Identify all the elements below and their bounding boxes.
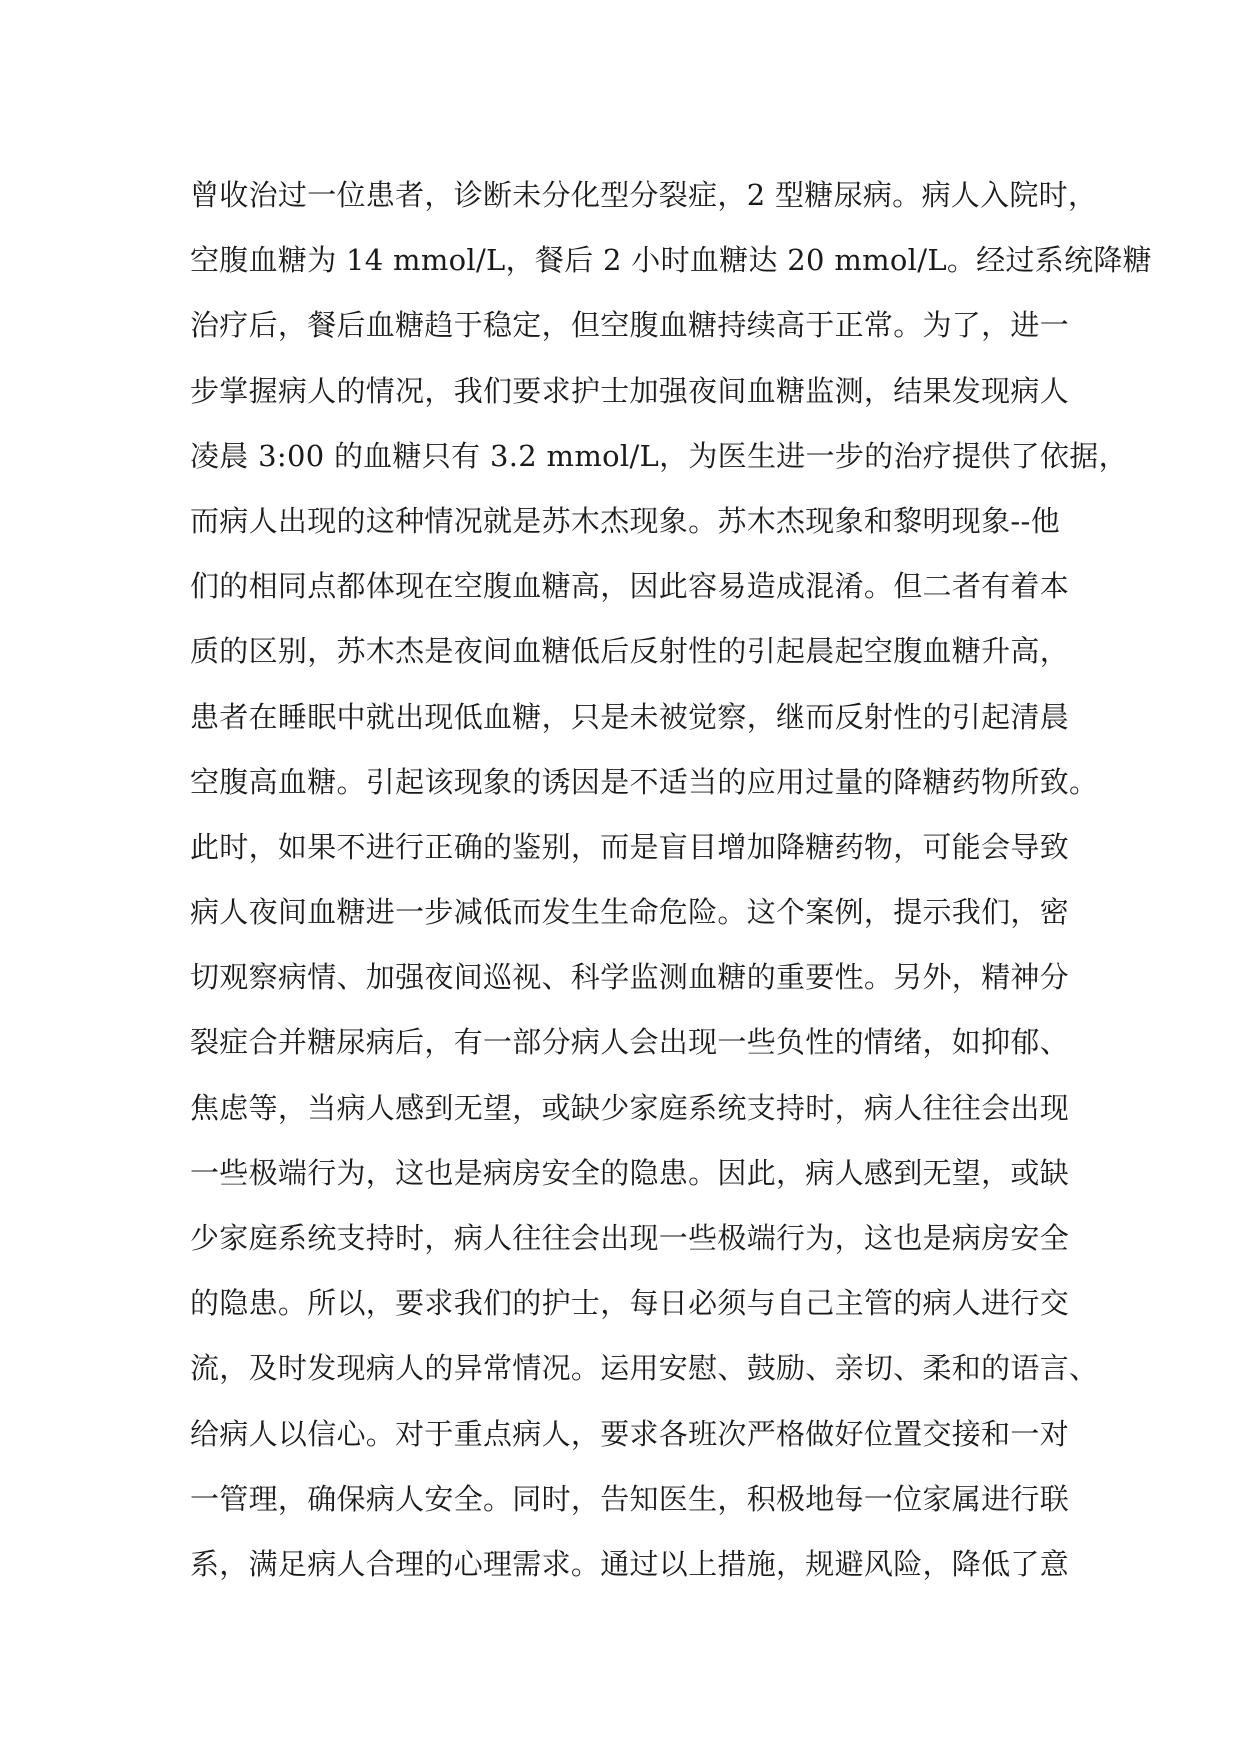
text-line: 少家庭系统支持时，病人往往会出现一些极端行为，这也是病房安全 bbox=[190, 1221, 1070, 1255]
text-line: 裂症合并糖尿病后，有一部分病人会出现一些负性的情绪，如抑郁、 bbox=[190, 1025, 1070, 1060]
text-line: 给病人以信心。对于重点病人，要求各班次严格做好位置交接和一对 bbox=[190, 1416, 1070, 1451]
text-line: 一些极端行为，这也是病房安全的隐患。因此，病人感到无望，或缺 bbox=[190, 1155, 1070, 1190]
text-line: 切观察病情、加强夜间巡视、科学监测血糖的重要性。另外，精神分 bbox=[190, 960, 1070, 995]
text-line: 患者在睡眠中就出现低血糖，只是未被觉察，继而反射性的引起清晨 bbox=[190, 699, 1070, 734]
text-line: 系，满足病人合理的心理需求。通过以上措施，规避风险，降低了意 bbox=[190, 1546, 1070, 1581]
text-line: 焦虑等，当病人感到无望，或缺少家庭系统支持时，病人往往会出现 bbox=[190, 1090, 1070, 1125]
body-text bbox=[190, 163, 1152, 1597]
text-line: 一管理，确保病人安全。同时，告知医生，积极地每一位家属进行联 bbox=[190, 1481, 1070, 1516]
text-line: 而病人出现的这种情况就是苏木杰现象。苏木杰现象和黎明现象--他 bbox=[190, 503, 1060, 538]
text-line: 步掌握病人的情况，我们要求护士加强夜间血糖监测，结果发现病人 bbox=[190, 373, 1070, 408]
text-line: 此时，如果不进行正确的鉴别，而是盲目增加降糖药物，可能会导致 bbox=[190, 829, 1070, 864]
text-line: 病人夜间血糖进一步减低而发生生命危险。这个案例，提示我们，密 bbox=[190, 895, 1070, 930]
text-line: 流，及时发现病人的异常情况。运用安慰、鼓励、亲切、柔和的语言、 bbox=[190, 1351, 1099, 1386]
text-line: 空腹高血糖。引起该现象的诱因是不适当的应用过量的降糖药物所致。 bbox=[190, 764, 1099, 799]
text-line: 曾收治过一位患者，诊断未分化型分裂症，2 型糖尿病。病人入院时， bbox=[190, 178, 1098, 212]
text-line: 治疗后，餐后血糖趋于稳定，但空腹血糖持续高于正常。为了，进一 bbox=[190, 308, 1070, 343]
text-line: 质的区别，苏木杰是夜间血糖低后反射性的引起晨起空腹血糖升高， bbox=[190, 634, 1070, 669]
text-line: 们的相同点都体现在空腹血糖高，因此容易造成混淆。但二者有着本 bbox=[190, 569, 1070, 604]
text-line: 凌晨 3:00 的血糖只有 3.2 mmol/L，为医生进一步的治疗提供了依据， bbox=[190, 438, 1128, 473]
text-line: 空腹血糖为 14 mmol/L，餐后 2 小时血糖达 20 mmol/L。经过系统降糖 bbox=[190, 243, 1152, 278]
text-line: 的隐患。所以，要求我们的护士，每日必须与自己主管的病人进行交 bbox=[190, 1286, 1070, 1321]
